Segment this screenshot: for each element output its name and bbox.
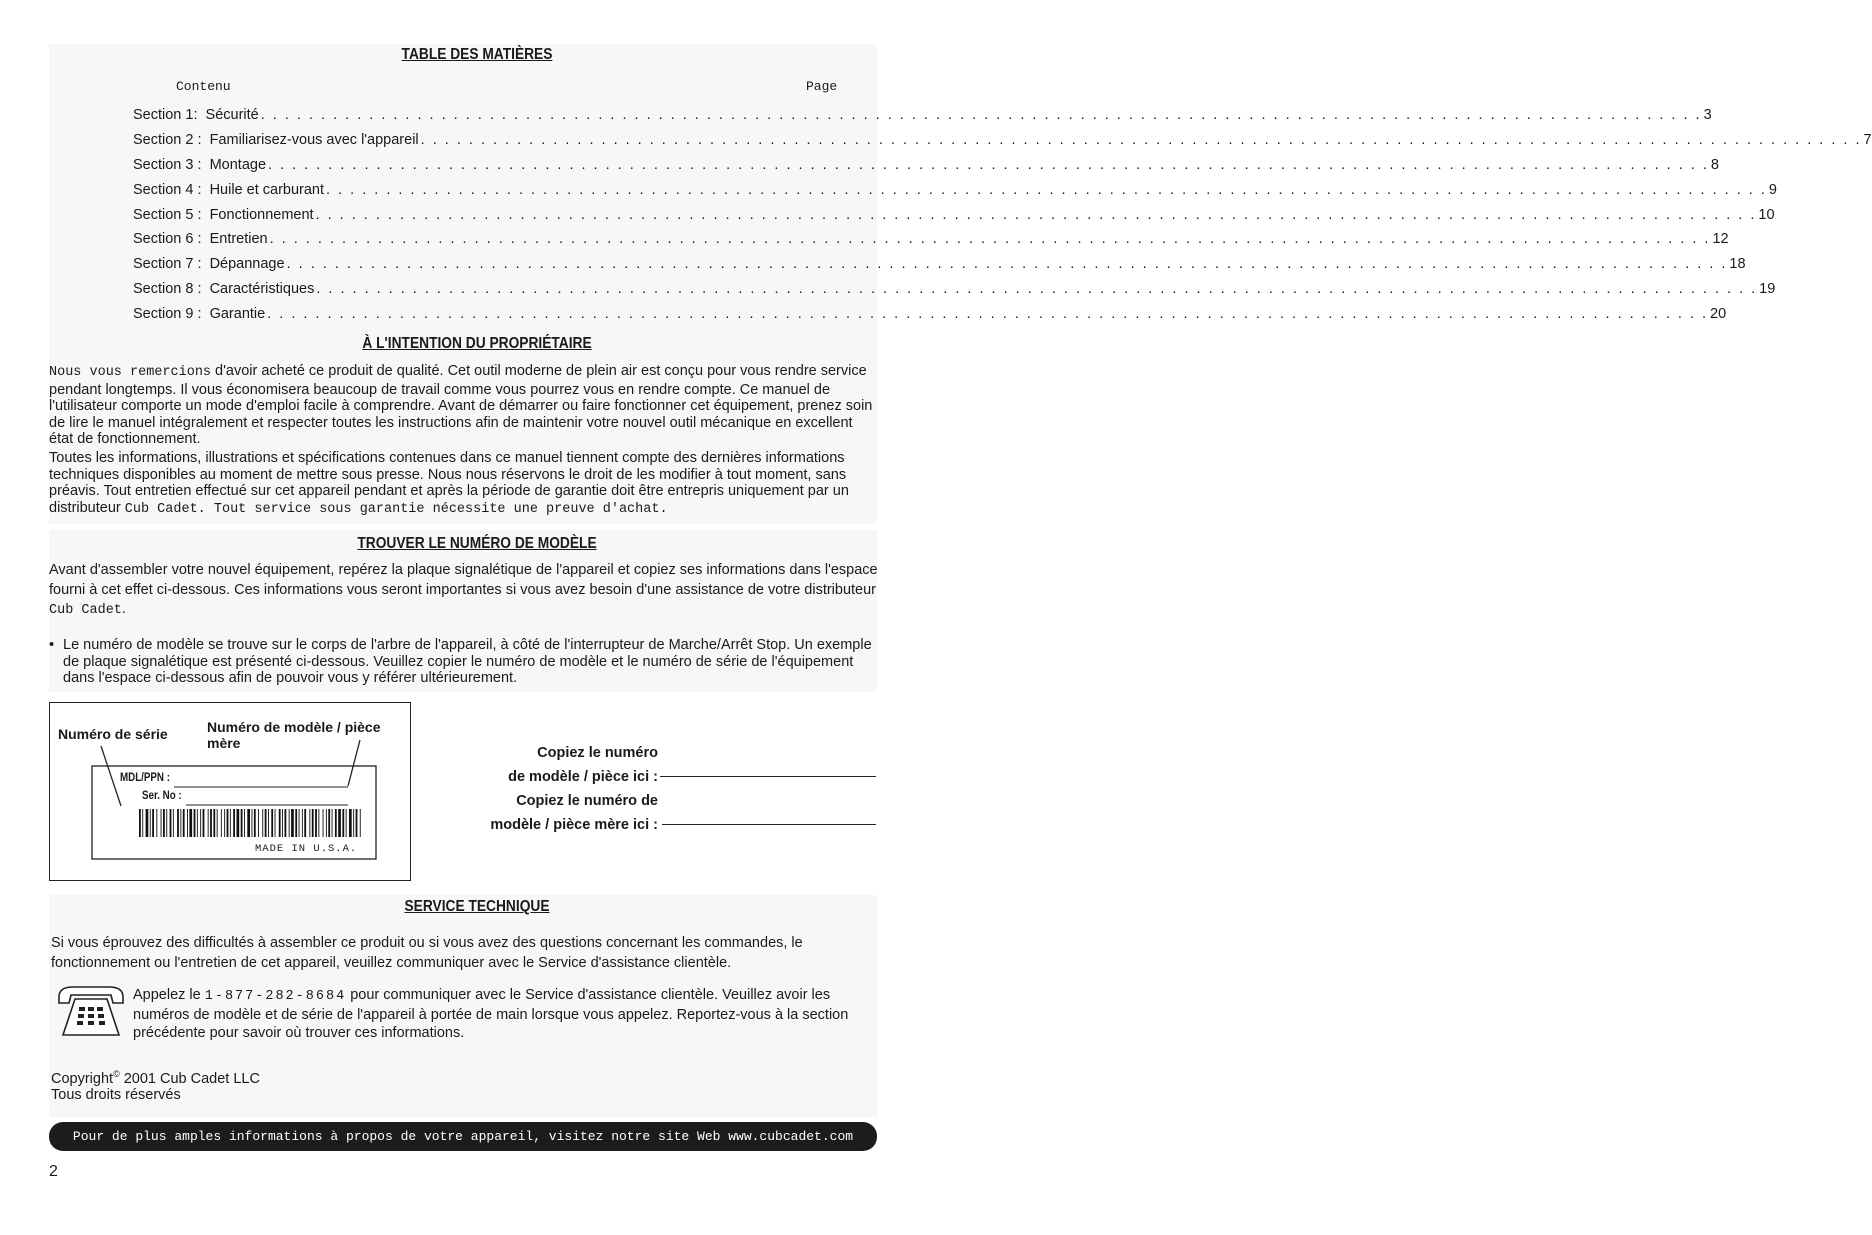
toc-section-label: Section 6 : bbox=[133, 231, 210, 247]
barcode-bar bbox=[213, 809, 215, 837]
toc-section-label: Section 2 : bbox=[133, 132, 210, 148]
barcode-bar bbox=[233, 809, 235, 837]
toc-section-title: Fonctionnement bbox=[209, 207, 314, 223]
barcode-bar bbox=[244, 809, 245, 837]
toc-leader-dots: . . . . . . . . . . . . . . . . . . . . . . . . . . . . . . . . . . . . . . . . . . . . . . . . . . . . . . . . . . . . . . . . . . . . . . . . . . . . . . . . . . . . . . . . . . . . . . . . . . . . . . . . . . . . . . . . . . . . . . . . bbox=[420, 132, 1862, 148]
barcode-bar bbox=[252, 809, 253, 837]
barcode-bar bbox=[189, 809, 192, 837]
toc-leader-dots: . . . . . . . . . . . . . . . . . . . . . . . . . . . . . . . . . . . . . . . . . . . . . . . . . . . . . . . . . . . . . . . . . . . . . . . . . . . . . . . . . . . . . . . . . . . . . . . . . . . . . . . . . . . . . . . . . . . . . . . . bbox=[316, 281, 1758, 297]
model-paragraph bbox=[49, 561, 879, 621]
toc-page-number: 3 bbox=[1703, 107, 1712, 123]
service-intro: Si vous éprouvez des difficultés à assembler ce produit ou si vous avez des questions concernant les commandes, le fonctionnement ou l'entretien de cet appareil, veuillez communiquer avec le Service d'assistance clientèle. bbox=[51, 935, 803, 971]
barcode-bar bbox=[295, 809, 297, 837]
barcode-bar bbox=[208, 809, 209, 837]
model-number-label: Numéro de modèle / pièce mère bbox=[207, 719, 381, 751]
ser-no-label: Ser. No : bbox=[142, 790, 182, 802]
toc-leader-dots: . . . . . . . . . . . . . . . . . . . . . . . . . . . . . . . . . . . . . . . . . . . . . . . . . . . . . . . . . . . . . . . . . . . . . . . . . . . . . . . . . . . . . . . . . . . . . . . . . . . . . . . . . . . . . . . . . . . . . . . . bbox=[286, 256, 1728, 272]
toc-heading: TABLE DES MATIÈRES bbox=[401, 46, 553, 63]
barcode-bar bbox=[203, 809, 205, 837]
made-in-label: MADE IN U.S.A. bbox=[255, 843, 358, 855]
barcode-bar bbox=[268, 809, 269, 837]
copy-parent-line2: modèle / pièce mère ici : bbox=[490, 817, 658, 833]
toc-leader-dots: . . . . . . . . . . . . . . . . . . . . . . . . . . . . . . . . . . . . . . . . . . . . . . . . . . . . . . . . . . . . . . . . . . . . . . . . . . . . . . . . . . . . . . . . . . . . . . . . . . . . . . . . . . . . . . . . . . . . . . . . bbox=[268, 157, 1709, 173]
barcode-bar bbox=[173, 809, 174, 837]
toc-page-number: 8 bbox=[1710, 157, 1719, 173]
footer-bar bbox=[49, 1122, 877, 1151]
barcode-bar bbox=[152, 809, 154, 837]
toc-page-number: 9 bbox=[1768, 182, 1777, 198]
toc-section-label: Section 9 : bbox=[133, 306, 210, 322]
bullet-text: Le numéro de modèle se trouve sur le corps de l'arbre de l'appareil, à côté de l'interrupteur de Marche/Arrêt Stop. Un exemple de plaque signalétique est présenté ci-dessous. Veuillez copier le numéro de modèle et le numéro de série de l'équipement dans l'espace ci-dessous afin de pouvoir vous y référer ultérieurement. bbox=[63, 637, 872, 686]
barcode-bar bbox=[342, 809, 344, 837]
toc-row bbox=[133, 281, 1776, 299]
barcode-bar bbox=[318, 809, 319, 837]
toc-page-number: 19 bbox=[1759, 281, 1776, 297]
barcode-bar bbox=[309, 809, 310, 837]
call-pre: Appelez le bbox=[133, 987, 205, 1003]
toc-row bbox=[133, 182, 1777, 200]
barcode-bar bbox=[332, 809, 333, 837]
toc-page-number: 12 bbox=[1712, 231, 1729, 247]
model-p1-end: . bbox=[121, 601, 126, 617]
barcode-bar bbox=[230, 809, 231, 837]
model-p1-mono: Cub Cadet bbox=[49, 603, 122, 618]
barcode-bar bbox=[335, 809, 337, 837]
toc-section-title: Entretien bbox=[209, 231, 268, 247]
owner-lead: Nous vous remercions bbox=[49, 365, 212, 380]
barcode-bar bbox=[304, 809, 306, 837]
barcode-bar bbox=[146, 809, 149, 837]
toc-section-label: Section 4 : bbox=[133, 182, 210, 198]
toc-page-number: 20 bbox=[1710, 306, 1727, 322]
model-bullet bbox=[49, 637, 879, 687]
toc-leader-dots: . . . . . . . . . . . . . . . . . . . . . . . . . . . . . . . . . . . . . . . . . . . . . . . . . . . . . . . . . . . . . . . . . . . . . . . . . . . . . . . . . . . . . . . . . . . . . . . . . . . . . . . . . . . . . . . . . . . . . . . . bbox=[326, 182, 1767, 198]
barcode-bar bbox=[161, 809, 162, 837]
barcode-bar bbox=[187, 809, 188, 837]
service-heading: SERVICE TECHNIQUE bbox=[404, 898, 550, 915]
model-heading: TROUVER LE NUMÉRO DE MODÈLE bbox=[357, 535, 597, 552]
phone-number[interactable]: 1-877-282-8684 bbox=[204, 989, 347, 1004]
barcode-bar bbox=[241, 809, 243, 837]
copyright-symbol: © bbox=[113, 1069, 120, 1079]
toc-row bbox=[133, 207, 1775, 225]
copy-model-line2: de modèle / pièce ici : bbox=[508, 769, 658, 785]
barcode-bar bbox=[279, 809, 281, 837]
barcode-bar bbox=[237, 809, 240, 837]
barcode-bar bbox=[326, 809, 327, 837]
toc-leader-dots: . . . . . . . . . . . . . . . . . . . . . . . . . . . . . . . . . . . . . . . . . . . . . . . . . . . . . . . . . . . . . . . . . . . . . . . . . . . . . . . . . . . . . . . . . . . . . . . . . . . . . . . . . . . . . . . . . . . . . . . . bbox=[260, 107, 1702, 123]
toc-row bbox=[133, 231, 1729, 249]
barcode-bar bbox=[217, 809, 218, 837]
toc-row bbox=[133, 306, 1727, 324]
barcode-bar bbox=[346, 809, 347, 837]
page-number: 2 bbox=[49, 1163, 58, 1180]
copyright-word: Copyright bbox=[51, 1070, 114, 1087]
toc-section-title: Familiarisez-vous avec l'appareil bbox=[209, 132, 419, 148]
barcode-bar bbox=[221, 809, 222, 837]
toc-section-title: Sécurité bbox=[205, 107, 259, 123]
barcode-bar bbox=[262, 809, 263, 837]
barcode-bar bbox=[210, 809, 212, 837]
barcode-bar bbox=[315, 809, 317, 837]
nameplate-illustration bbox=[49, 702, 411, 881]
barcode-bar bbox=[291, 809, 294, 837]
serial-number-label: Numéro de série bbox=[58, 726, 168, 742]
barcode-bar bbox=[302, 809, 303, 837]
copy-parent-label bbox=[440, 789, 658, 837]
rights-reserved: Tous droits réservés bbox=[51, 1087, 181, 1104]
barcode-bar bbox=[265, 809, 267, 837]
toc-row bbox=[133, 107, 1712, 125]
model-p1-text: Avant d'assembler votre nouvel équipement, repérez la plaque signalétique de l'appareil et copiez ses informations dans l'espace fourni à cet effet ci-dessous. Ces informations vous seront importantes si vous avez besoin d'une assistance de votre distributeur bbox=[49, 562, 878, 598]
call-post: pour communiquer avec le Service d'assistance clientèle. Veuillez avoir les numéros de modèle et de série de l'appareil à portée de main lorsque vous appelez. Reportez-vous à la section précédente pour savoir où trouver ces informations. bbox=[133, 987, 849, 1041]
barcode-bar bbox=[139, 809, 141, 837]
copyright-block bbox=[51, 1066, 881, 1104]
barcode-bar bbox=[338, 809, 341, 837]
toc-col-content: Contenu bbox=[176, 79, 231, 94]
barcode-bar bbox=[200, 809, 201, 837]
barcode-bar bbox=[197, 809, 198, 837]
owner-p1-text: d'avoir acheté ce produit de qualité. Cet outil moderne de plein air est conçu pour vous rendre service pendant longtemps. Il vous économisera beaucoup de travail comme vous pourrez vous en rendre compte. Ce manuel de l'utilisateur comporte un mode d'emploi facile à comprendre. Avant de démarrer ou faire fonctionner cet équipement, prenez soin de lire le manuel intégralement et respecter toutes les instructions afin de maintenir votre nouvel outil mécanique en excellent état de fonctionnement. bbox=[49, 363, 873, 447]
barcode-bar bbox=[282, 809, 283, 837]
barcode-bar bbox=[323, 809, 324, 837]
model-number-field[interactable] bbox=[660, 776, 876, 777]
toc-section-label: Section 5 : bbox=[133, 207, 210, 223]
toc-section-label: Section 7 : bbox=[133, 256, 210, 272]
barcode-bar bbox=[258, 809, 259, 837]
toc-section-title: Montage bbox=[209, 157, 267, 173]
barcode-bar bbox=[150, 809, 151, 837]
owner-paragraph-1 bbox=[49, 363, 879, 448]
owner-p2-mono: Cub Cadet. Tout service sous garantie nécessite une preuve d'achat. bbox=[124, 501, 668, 517]
barcode-bar bbox=[224, 809, 225, 837]
toc-leader-dots: . . . . . . . . . . . . . . . . . . . . . . . . . . . . . . . . . . . . . . . . . . . . . . . . . . . . . . . . . . . . . . . . . . . . . . . . . . . . . . . . . . . . . . . . . . . . . . . . . . . . . . . . . . . . . . . . . . . . . . . . bbox=[315, 207, 1757, 223]
barcode-bar bbox=[312, 809, 314, 837]
service-call-text bbox=[133, 986, 877, 1042]
toc-row bbox=[133, 256, 1746, 274]
barcode-bar bbox=[180, 809, 181, 837]
barcode-bar bbox=[156, 809, 157, 837]
copy-model-line1: Copiez le numéro bbox=[537, 745, 658, 761]
copy-parent-line1: Copiez le numéro de bbox=[516, 793, 658, 809]
barcode-bar bbox=[328, 809, 330, 837]
barcode-bar bbox=[227, 809, 229, 837]
toc-col-page: Page bbox=[806, 79, 838, 94]
barcode-bar bbox=[177, 809, 179, 837]
owner-paragraph-2 bbox=[49, 450, 879, 518]
owner-heading: À L'INTENTION DU PROPRIÉTAIRE bbox=[362, 335, 592, 352]
owner-p2-text: Toutes les informations, illustrations et spécifications contenues dans ce manuel tiennent compte des dernières informations techniques disponibles au moment de mettre sous presse. Nous nous réservons le droit de les modifier à tout moment, sans préavis. Tout entretien effectué sur cet appareil pendant et après la période de garantie doit être entrepris uniquement par un distributeur bbox=[49, 450, 849, 516]
bullet-mark: • bbox=[49, 637, 55, 653]
copyright-year: 2001 Cub Cadet LLC bbox=[119, 1070, 260, 1087]
toc-page-number: 10 bbox=[1758, 207, 1775, 223]
toc-section-title: Garantie bbox=[209, 306, 266, 322]
barcode-bar bbox=[163, 809, 165, 837]
barcode-bar bbox=[194, 809, 196, 837]
toc-section-label: Section 3 : bbox=[133, 157, 210, 173]
toc-row bbox=[133, 132, 1872, 150]
parent-number-field[interactable] bbox=[662, 824, 876, 825]
barcode-bar bbox=[247, 809, 250, 837]
barcode-bar bbox=[285, 809, 287, 837]
toc-section-title: Caractéristiques bbox=[209, 281, 315, 297]
barcode-bar bbox=[353, 809, 354, 837]
toc-page-number: 7 bbox=[1863, 132, 1872, 148]
toc-leader-dots: . . . . . . . . . . . . . . . . . . . . . . . . . . . . . . . . . . . . . . . . . . . . . . . . . . . . . . . . . . . . . . . . . . . . . . . . . . . . . . . . . . . . . . . . . . . . . . . . . . . . . . . . . . . . . . . . . . . . . . . . bbox=[269, 231, 1711, 247]
barcode-bar bbox=[360, 809, 361, 837]
barcode-bar bbox=[166, 809, 167, 837]
barcode-bar bbox=[254, 809, 256, 837]
toc-section-title: Huile et carburant bbox=[209, 182, 325, 198]
toc-section-label: Section 8 : bbox=[133, 281, 210, 297]
barcode-bar bbox=[299, 809, 300, 837]
toc-section-title: Dépannage bbox=[209, 256, 285, 272]
barcode-bar bbox=[289, 809, 290, 837]
telephone-icon bbox=[55, 983, 127, 1041]
copy-model-label bbox=[460, 741, 658, 789]
barcode-bar bbox=[170, 809, 172, 837]
mdl-ppn-label: MDL/PPN : bbox=[120, 772, 170, 784]
barcode-bar bbox=[356, 809, 358, 837]
toc-leader-dots: . . . . . . . . . . . . . . . . . . . . . . . . . . . . . . . . . . . . . . . . . . . . . . . . . . . . . . . . . . . . . . . . . . . . . . . . . . . . . . . . . . . . . . . . . . . . . . . . . . . . . . . . . . . . . . . . . . . . . . . . bbox=[267, 306, 1709, 322]
footer-text[interactable]: Pour de plus amples informations à propos de votre appareil, visitez notre site Web www.cubcadet.com bbox=[72, 1129, 854, 1144]
barcode-bar bbox=[271, 809, 273, 837]
toc-row bbox=[133, 157, 1719, 175]
barcode-bar bbox=[275, 809, 276, 837]
barcode-bar bbox=[183, 809, 185, 837]
barcode-bar bbox=[142, 809, 143, 837]
toc-section-label: Section 1: bbox=[133, 107, 206, 123]
barcode-bar bbox=[349, 809, 352, 837]
toc-page-number: 18 bbox=[1729, 256, 1746, 272]
